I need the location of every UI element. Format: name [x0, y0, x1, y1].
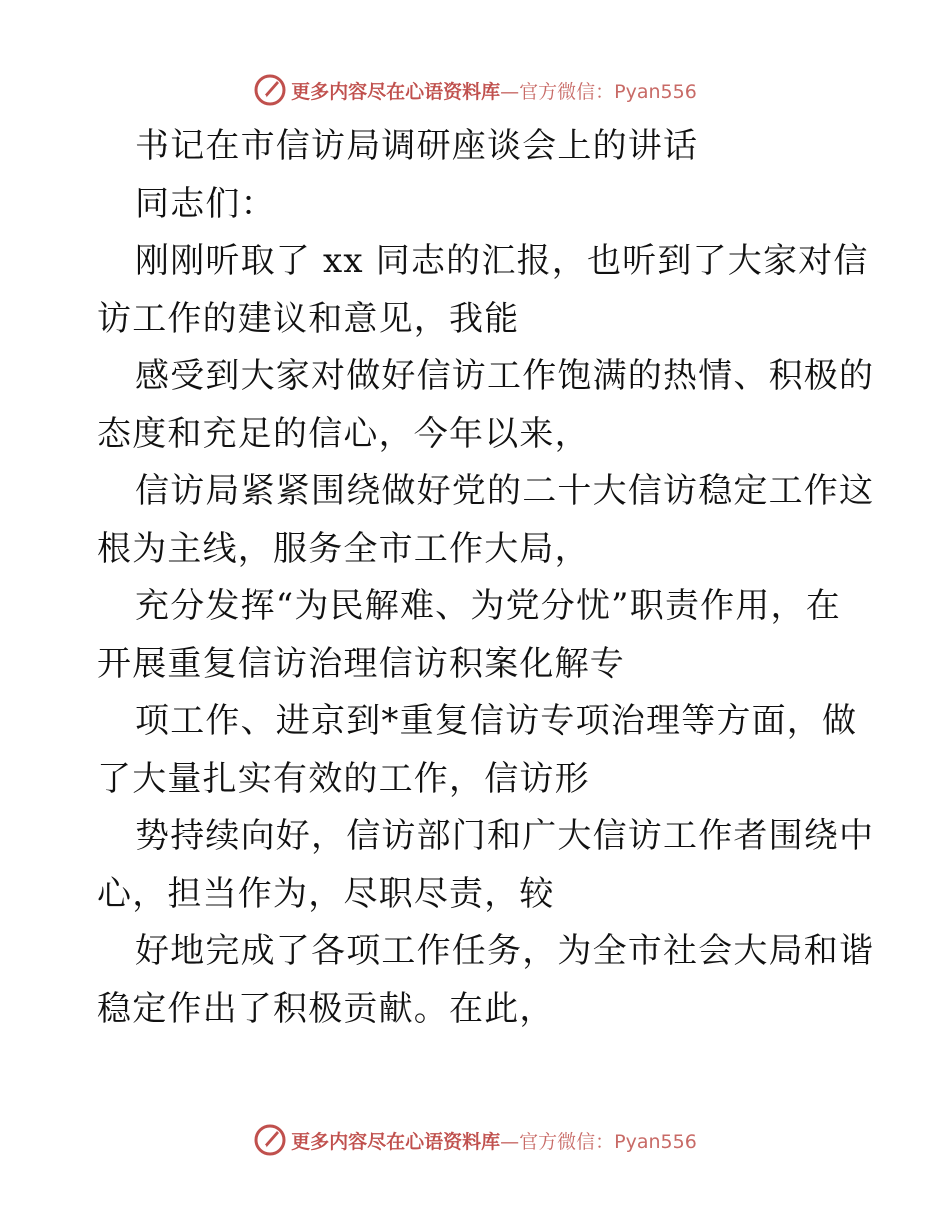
paragraph-line: 开展重复信访治理信访积案化解专	[97, 643, 625, 684]
paragraph-line: 刚刚听取了 xx 同志的汇报，也听到了大家对信	[135, 241, 869, 281]
document-title: 书记在市信访局调研座谈会上的讲话	[135, 126, 699, 166]
paragraph-line: 项工作、进京到*重复信访专项治理等方面，做	[135, 701, 858, 741]
paragraph-line: 了大量扎实有效的工作，信访形	[97, 758, 590, 799]
salutation: 同志们：	[135, 183, 276, 224]
watermark-text: 更多内容尽在心语资料库—官方微信：Pyan556	[291, 80, 697, 103]
paragraph-line: 势持续向好，信访部门和广大信访工作者围绕中	[135, 816, 875, 856]
paragraph-line: 好地完成了各项工作任务，为全市社会大局和谐	[135, 931, 875, 971]
paragraph-line: 心，担当作为，尽职尽责，较	[97, 873, 555, 914]
paragraph-line: 信访局紧紧围绕做好党的二十大信访稳定工作这	[135, 471, 875, 511]
header-watermark	[0, 70, 950, 110]
paragraph-line: 访工作的建议和意见，我能	[97, 298, 520, 339]
paragraph-line: 态度和充足的信心，今年以来，	[97, 413, 590, 454]
watermark-text: 更多内容尽在心语资料库—官方微信：Pyan556	[291, 1130, 697, 1153]
paragraph-line: 根为主线，服务全市工作大局，	[97, 528, 590, 569]
paragraph-line: 稳定作出了积极贡献。在此，	[97, 988, 555, 1029]
quill-logo-icon	[253, 1123, 287, 1157]
footer-watermark	[0, 1120, 950, 1160]
quill-logo-icon	[253, 73, 287, 107]
paragraph-line: 充分发挥“为民解难、为党分忧”职责作用，在	[135, 586, 841, 626]
document-body	[97, 118, 875, 1038]
paragraph-line: 感受到大家对做好信访工作饱满的热情、积极的	[135, 356, 875, 396]
